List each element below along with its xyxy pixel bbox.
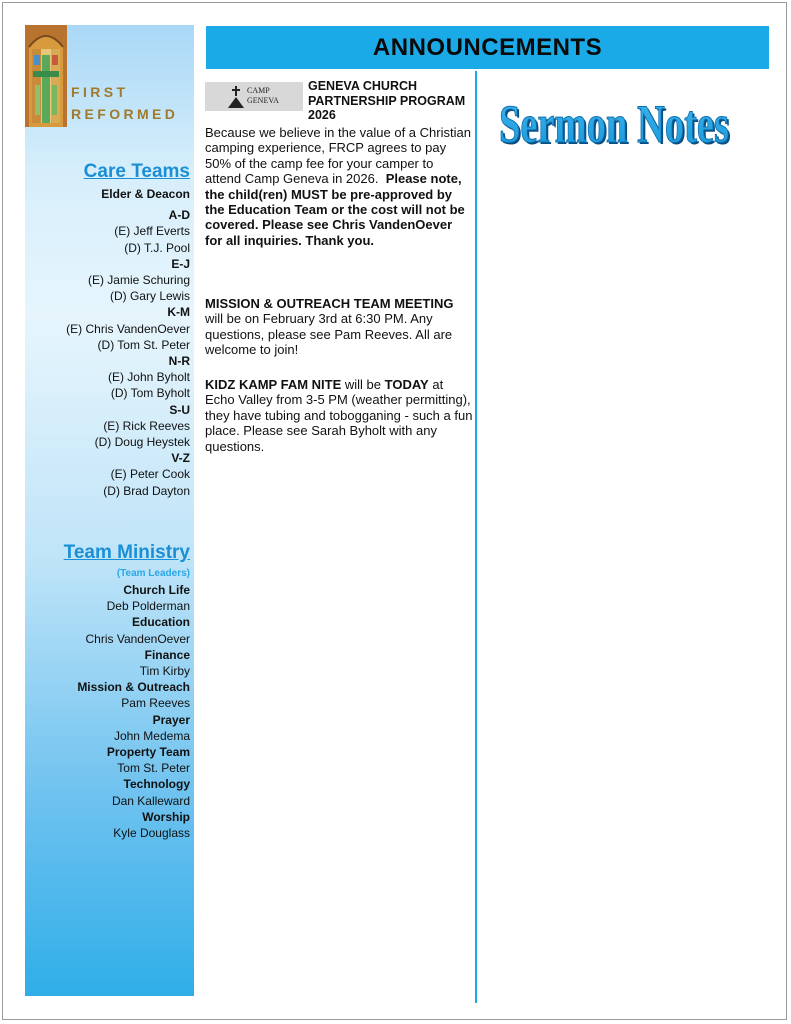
- team-name: Church Life: [123, 583, 190, 597]
- care-group-member: (E) Jeff Everts: [114, 224, 190, 239]
- column-divider: [475, 71, 477, 1003]
- sermon-notes-shadow: Sermon Notes: [501, 96, 731, 156]
- care-group-member: (D) Brad Dayton: [103, 483, 190, 498]
- camp-logo-line-1: CAMP: [247, 86, 270, 95]
- care-group-range: E-J: [171, 256, 190, 271]
- care-teams-title: Care Teams: [83, 161, 190, 182]
- care-group-member: (E) Chris VandenOever: [66, 321, 190, 336]
- care-group-range: N-R: [168, 354, 190, 369]
- team-leader: Dan Kalleward: [111, 793, 190, 808]
- care-group-member: (E) Jamie Schuring: [87, 273, 190, 288]
- care-group-member: (D) T.J. Pool: [124, 240, 190, 255]
- care-group-member: (D) Tom St. Peter: [97, 337, 190, 352]
- care-group-range: S-U: [169, 402, 190, 417]
- kidz-paragraph: [205, 377, 473, 454]
- care-group-member: (E) John Byholt: [107, 370, 190, 385]
- team-name: Worship: [142, 809, 190, 824]
- team-ministry-title: Team Ministry: [63, 542, 190, 563]
- team-leader: Kyle Douglass: [113, 826, 190, 841]
- kidz-text-2: at Echo Valley from 3-5 PM (weather permitting), they have tubing and tobogganing - such a fun place. Please see Sarah Byholt with any questions.: [205, 377, 473, 454]
- team-leader: Pam Reeves: [121, 696, 190, 711]
- care-group-range: K-M: [167, 305, 190, 320]
- mission-text: will be on February 3rd at 6:30 PM. Any questions, please see Pam Reeves. All are welcome to join!: [205, 311, 453, 358]
- team-leader: Tim Kirby: [139, 664, 190, 679]
- care-group-range: A-D: [168, 208, 190, 223]
- care-teams-subtitle: Elder & Deacon: [101, 187, 190, 201]
- kidz-bold-1: KIDZ KAMP FAM NITE: [205, 377, 342, 392]
- care-group-member: (E) Rick Reeves: [103, 418, 190, 433]
- camp-geneva-logo: [205, 82, 303, 111]
- sermon-notes-heading: [497, 82, 737, 154]
- cross-tent-icon: [227, 86, 245, 108]
- geneva-body-plain: Because we believe in the value of a Christian camping experience, FRCP agrees to pay 50% of the camp fee for your camper to attend Camp Geneva in 2026.: [205, 125, 471, 187]
- team-leader: John Medema: [113, 728, 190, 743]
- team-leader: Chris VandenOever: [85, 631, 190, 646]
- kidz-bold-2: TODAY: [384, 377, 429, 392]
- geneva-body-bold: Please note, the child(ren) MUST be pre-approved by the Education Team or the cost will not be covered. Please see Chris VandenOever for all inquiries. Thank you.: [205, 171, 465, 248]
- team-name: Mission & Outreach: [77, 680, 190, 695]
- team-name: Property Team: [106, 745, 190, 760]
- announcements-banner: [206, 26, 769, 69]
- church-logo: [25, 25, 194, 127]
- team-name: Finance: [144, 647, 190, 662]
- logo-line-2: REFORMED: [71, 106, 179, 122]
- care-teams-list: [66, 186, 190, 499]
- announcements-title: ANNOUNCEMENTS: [372, 33, 603, 61]
- geneva-paragraph: [205, 125, 473, 248]
- camp-logo-line-2: GENEVA: [247, 96, 279, 105]
- care-group-member: (D) Gary Lewis: [109, 289, 190, 304]
- team-leader: Deb Polderman: [106, 599, 190, 614]
- logo-line-1: FIRST: [71, 84, 129, 100]
- kidz-text-1: will be: [344, 377, 382, 392]
- care-group-member: (D) Tom Byholt: [110, 386, 190, 401]
- stained-glass-window-icon: [25, 25, 67, 127]
- sermon-notes-title: Sermon Notes: [499, 94, 729, 154]
- team-leaders-note: (Team Leaders): [116, 568, 190, 579]
- team-name: Education: [131, 615, 190, 630]
- geneva-title: GENEVA CHURCH PARTNERSHIP PROGRAM 2026: [308, 79, 466, 122]
- mission-paragraph: [205, 296, 473, 358]
- mission-bold: MISSION & OUTREACH TEAM MEETING: [205, 296, 454, 311]
- care-group-member: (E) Peter Cook: [110, 467, 190, 482]
- team-name: Prayer: [152, 712, 190, 727]
- team-ministry-list: [77, 582, 190, 841]
- team-leader: Tom St. Peter: [117, 761, 190, 776]
- care-group-range: V-Z: [171, 451, 190, 466]
- sidebar: [25, 25, 194, 996]
- team-name: Technology: [123, 777, 190, 792]
- camp-logo-text: [247, 86, 279, 106]
- care-group-member: (D) Doug Heystek: [94, 435, 190, 450]
